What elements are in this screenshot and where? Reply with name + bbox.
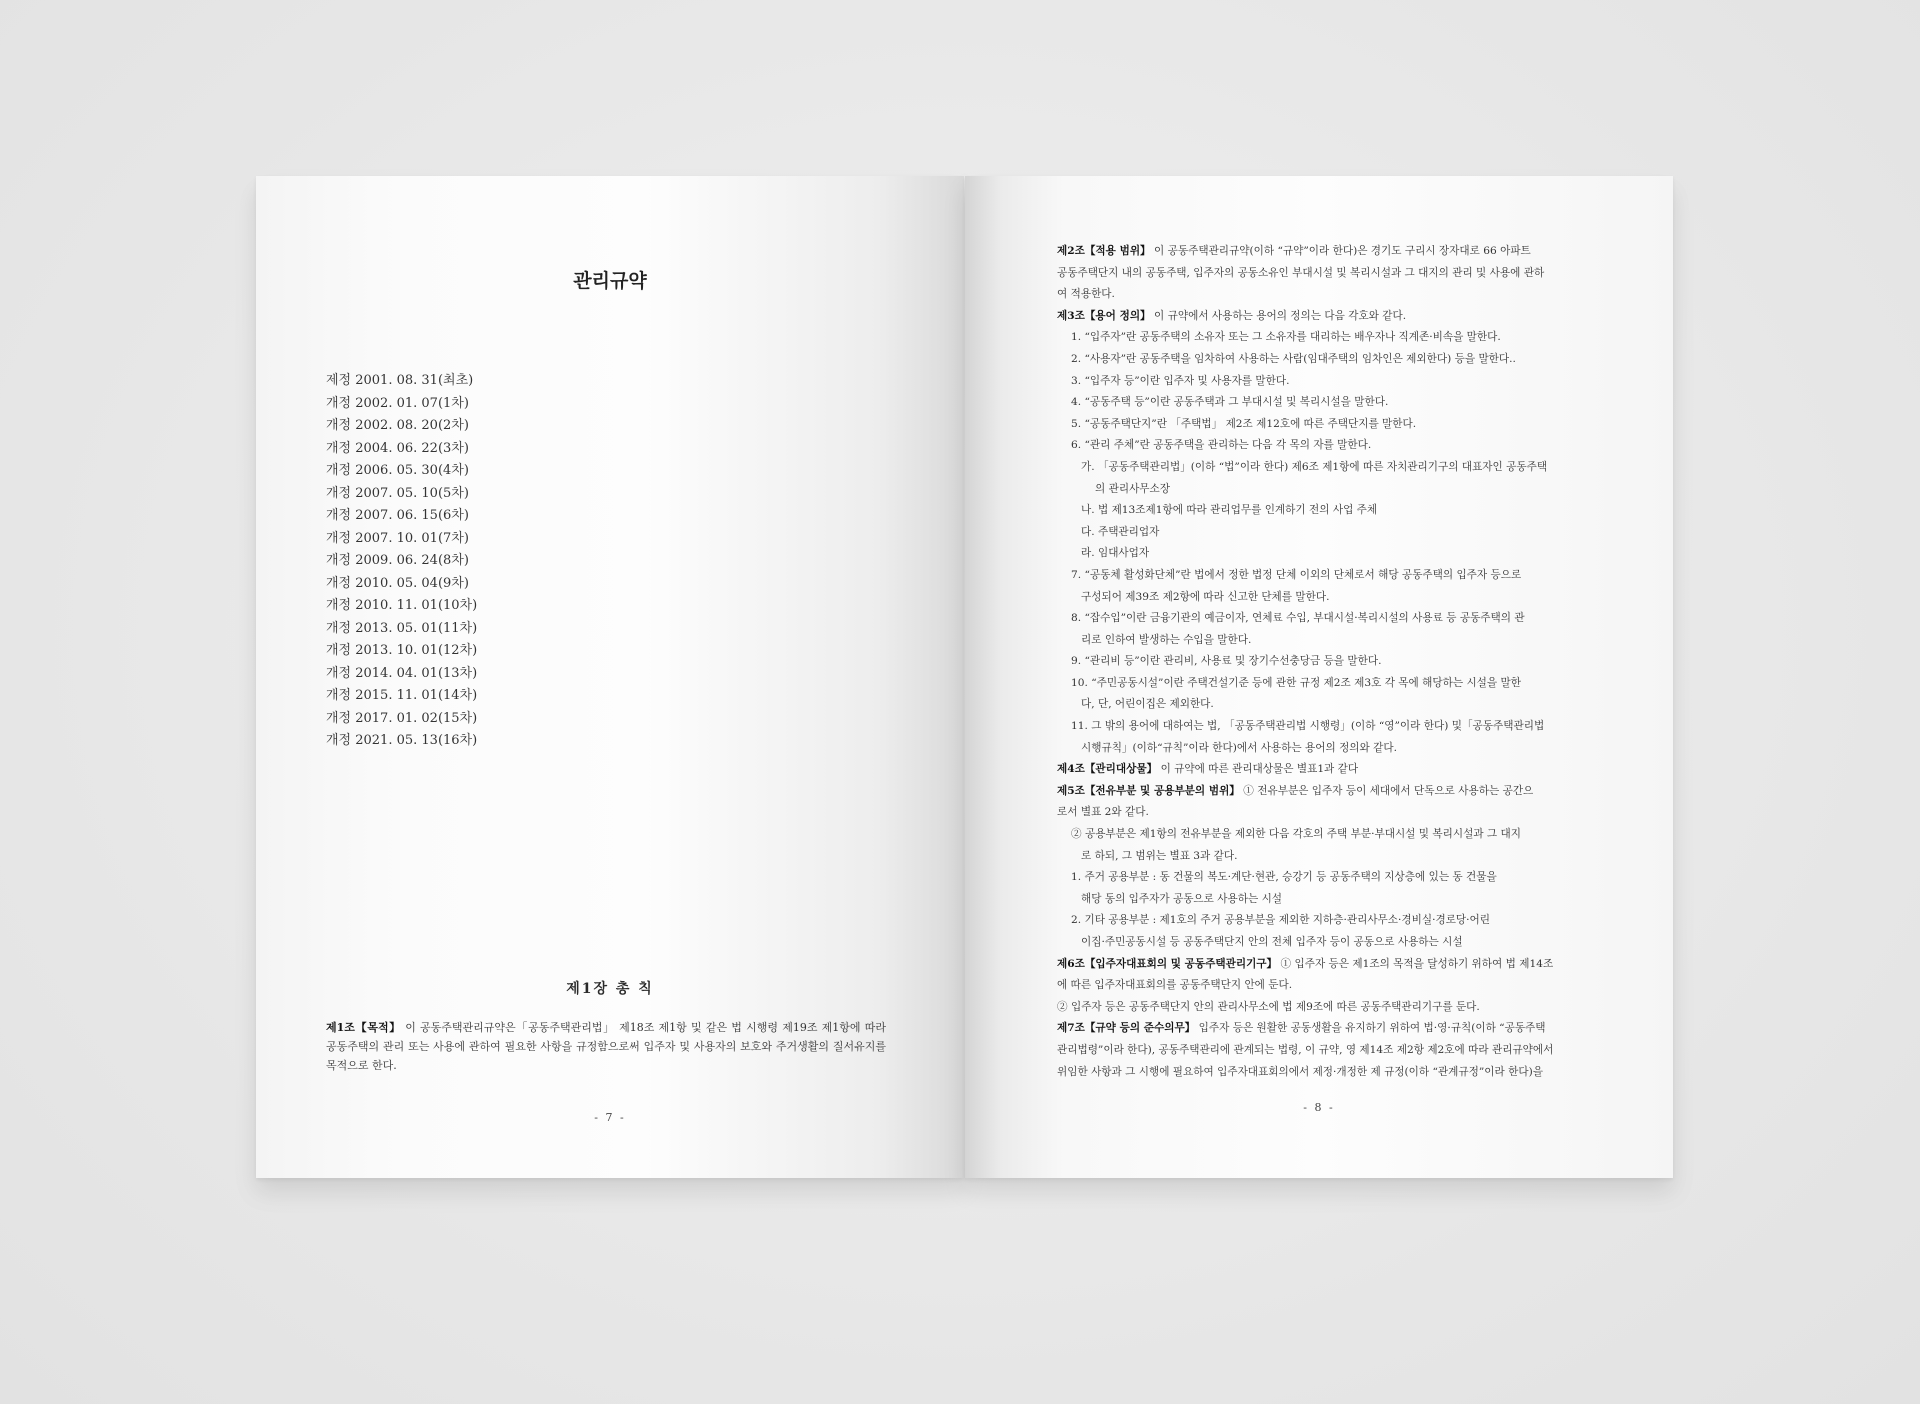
- revision-entry: 개정 2002. 01. 07(1차): [326, 395, 469, 411]
- revision-entry: 개정 2007. 05. 10(5차): [326, 485, 469, 501]
- revision-entry: 개정 2006. 05. 30(4차): [326, 463, 469, 478]
- line-text: 10. “주민공동시설”이란 주택건설기준 등에 관한 규정 제2조 제3호 각 목에 해당하는 시설을 말한: [1071, 676, 1521, 689]
- line-text: 1. 주거 공용부분 : 동 건물의 복도·계단·현관, 승강기 등 공동주택의 지상층에 있는 동 건물을: [1071, 871, 1497, 884]
- line-text: ② 입주자 등은 공동주택단지 안의 관리사무소에 법 제9조에 따른 공동주택관리기구를 둔다.: [1057, 1000, 1480, 1013]
- text-line: [1057, 284, 1605, 306]
- text-line: [1057, 651, 1605, 673]
- text-line: [1057, 241, 1605, 263]
- line-text: 2. 기타 공용부분 : 제1호의 주거 공용부분을 제외한 지하층·관리사무소·경비실·경로당·어린: [1071, 914, 1490, 927]
- text-line: [1057, 759, 1605, 781]
- text-line: [1057, 349, 1605, 371]
- line-text: 로서 별표 2와 같다.: [1057, 806, 1149, 819]
- text-line: [1057, 889, 1605, 911]
- text-line: [1057, 932, 1605, 954]
- text-line: [1057, 414, 1605, 436]
- revision-entry: 개정 2013. 05. 01(11차): [326, 620, 478, 636]
- line-text: 8. “잡수입”이란 금융기관의 예금이자, 연체료 수입, 부대시설·복리시설의 사용료 등 공동주택의 관: [1071, 612, 1525, 625]
- line-text: ① 입주자 등은 제1조의 목적을 달성하기 위하여 법 제14조: [1280, 957, 1554, 970]
- text-line: [1057, 694, 1605, 716]
- line-text: 7. “공동체 활성화단체”란 법에서 정한 법정 단체 이외의 단체로서 해당 공동주택의 입주자 등으로: [1071, 568, 1522, 581]
- text-line: [1057, 802, 1605, 824]
- revision-entry: 개정 2021. 05. 13(16차): [326, 733, 478, 748]
- line-text: 5. “공동주택단지”란 「주택법」 제2조 제12호에 따른 주택단지를 말한다.: [1071, 417, 1417, 430]
- article-heading: 제3조【용어 정의】: [1057, 309, 1151, 322]
- line-text: 에 따른 입주자대표회의를 공동주택단지 안에 둔다.: [1057, 979, 1293, 992]
- line-text: 의 관리사무소장: [1095, 482, 1171, 495]
- line-text: 이집·주민공동시설 등 공동주택단지 안의 전체 입주자 등이 공동으로 사용하는 시설: [1081, 936, 1463, 948]
- text-line: [1057, 543, 1605, 565]
- left-page: [256, 176, 964, 1178]
- revision-entry: 개정 2007. 06. 15(6차): [326, 508, 469, 523]
- text-line: [1057, 975, 1605, 997]
- text-line: [1057, 997, 1605, 1019]
- text-line: [1057, 500, 1605, 522]
- revision-entry: 개정 2014. 04. 01(13차): [326, 665, 478, 681]
- text-line: [1057, 327, 1605, 349]
- line-text: 이 공동주택관리규약(이하 “규약”이라 한다)은 경기도 구리시 장자대로 66 아파트: [1154, 245, 1531, 257]
- text-line: [1057, 608, 1605, 630]
- revision-entry: 개정 2009. 06. 24(8차): [326, 553, 469, 568]
- text-line: [1057, 435, 1605, 457]
- line-text: 이 규약에 따른 관리대상물은 별표1과 같다: [1160, 763, 1359, 776]
- line-text: 리로 인하여 발생하는 수입을 말한다.: [1081, 633, 1252, 646]
- article-1-body: 이 공동주택관리규약은「공동주택관리법」 제18조 제1항 및 같은 법 시행령 제19조 제1항에 따라 공동주택의 관리 또는 사용에 관하여 필요한 사항을 규정함으로써 입주자 및 사용자의 보호와 주거생활의 질서유지를 목적으로 한다.: [326, 1021, 886, 1072]
- text-line: [1057, 565, 1605, 587]
- text-line: [1057, 457, 1605, 479]
- line-text: 위임한 사항과 그 시행에 필요하여 입주자대표회의에서 제정·개정한 제 규정(이하 “관계규정”이라 한다)을: [1057, 1065, 1543, 1078]
- revision-history: [326, 370, 477, 753]
- line-text: 이 규약에서 사용하는 용어의 정의는 다음 각호와 같다.: [1154, 309, 1407, 322]
- line-text: 다. 주택관리업자: [1081, 525, 1160, 538]
- line-text: 나. 법 제13조제1항에 따라 관리업무를 인계하기 전의 사업 주체: [1081, 504, 1378, 517]
- line-text: 시행규칙」(이하“규칙”이라 한다)에서 사용하는 용어의 정의와 같다.: [1081, 741, 1397, 754]
- article-heading: 제6조【입주자대표회의 및 공동주택관리기구】: [1057, 957, 1278, 970]
- revision-entry: 개정 2007. 10. 01(7차): [326, 530, 469, 546]
- text-line: [1057, 1062, 1605, 1084]
- text-line: [1057, 630, 1605, 652]
- text-line: [1057, 392, 1605, 414]
- text-line: [1057, 479, 1605, 501]
- line-text: 6. “관리 주체”란 공동주택을 관리하는 다음 각 목의 자를 말한다.: [1071, 439, 1372, 452]
- line-text: 4. “공동주택 등”이란 공동주택과 그 부대시설 및 복리시설을 말한다.: [1071, 396, 1389, 409]
- line-text: 가. 「공동주택관리법」(이하 “법”이라 한다) 제6조 제1항에 따른 자치관리기구의 대표자인 공동주택: [1081, 460, 1548, 473]
- revision-entry: 개정 2010. 11. 01(10차): [326, 598, 478, 613]
- text-line: [1057, 846, 1605, 868]
- text-line: [1057, 306, 1605, 328]
- line-text: 공동주택단지 내의 공동주택, 입주자의 공동소유인 부대시설 및 복리시설과 그 대지의 관리 및 사용에 관하: [1057, 266, 1545, 279]
- line-text: 2. “사용자”란 공동주택을 임차하여 사용하는 사람(임대주택의 임차인은 제외한다) 등을 말한다..: [1071, 352, 1516, 365]
- revision-entry: 개정 2013. 10. 01(12차): [326, 643, 478, 658]
- article-heading: 제4조【관리대상물】: [1057, 763, 1158, 776]
- revision-entry: 개정 2010. 05. 04(9차): [326, 575, 469, 591]
- right-page: [965, 176, 1673, 1178]
- revision-entry: 개정 2015. 11. 01(14차): [326, 688, 478, 703]
- line-text: 관리법령”이라 한다), 공동주택관리에 관계되는 법령, 이 규약, 영 제14조 제2항 제2호에 따라 관리규약에서: [1057, 1043, 1554, 1056]
- article-heading: 제7조【규약 등의 준수의무】: [1057, 1022, 1196, 1035]
- line-text: 다, 단, 어린이집은 제외한다.: [1081, 698, 1214, 711]
- text-line: [1057, 781, 1605, 803]
- revision-entry: 제정 2001. 08. 31(최초): [326, 373, 474, 388]
- article-1-heading: 제1조【목적】: [326, 1021, 401, 1034]
- right-page-body: [1057, 241, 1605, 1083]
- text-line: [1057, 738, 1605, 760]
- text-line: [1057, 910, 1605, 932]
- line-text: 입주자 등은 원활한 공동생활을 유지하기 위하여 법·영·규칙(이하 “공동주택: [1198, 1022, 1546, 1035]
- article-heading: 제5조【전유부분 및 공용부분의 범위】: [1057, 784, 1240, 797]
- revision-entry: 개정 2002. 08. 20(2차): [326, 418, 469, 433]
- text-line: [1057, 263, 1605, 285]
- line-text: 3. “입주자 등”이란 입주자 및 사용자를 말한다.: [1071, 374, 1290, 387]
- line-text: 로 하되, 그 범위는 별표 3과 같다.: [1081, 849, 1238, 862]
- line-text: 해당 동의 입주자가 공동으로 사용하는 시설: [1081, 892, 1283, 905]
- text-line: [1057, 587, 1605, 609]
- page-number-right: - 8 -: [1303, 1101, 1335, 1114]
- line-text: 9. “관리비 등”이란 관리비, 사용료 및 장기수선충당금 등을 말한다.: [1071, 655, 1382, 668]
- line-text: 라. 임대사업자: [1081, 547, 1150, 560]
- line-text: 1. “입주자”란 공동주택의 소유자 또는 그 소유자를 대리하는 배우자나 직계존·비속을 말한다.: [1071, 331, 1501, 344]
- text-line: [1057, 954, 1605, 976]
- revision-entry: 개정 2004. 06. 22(3차): [326, 440, 469, 456]
- text-line: [1057, 1040, 1605, 1062]
- text-line: [1057, 716, 1605, 738]
- page-title: 관리규약: [573, 270, 647, 292]
- text-line: [1057, 371, 1605, 393]
- chapter-heading: 제1장 총 칙: [566, 981, 654, 997]
- line-text: 여 적용한다.: [1057, 288, 1115, 301]
- text-line: [1057, 1018, 1605, 1040]
- article-heading: 제2조【적용 범위】: [1057, 245, 1151, 257]
- page-number-left: - 7 -: [594, 1111, 626, 1124]
- text-line: [1057, 867, 1605, 889]
- line-text: 11. 그 밖의 용어에 대하여는 법, 「공동주택관리법 시행령」(이하 “영”이라 한다) 및「공동주택관리법: [1071, 720, 1545, 733]
- revision-entry: 개정 2017. 01. 02(15차): [326, 710, 478, 726]
- text-line: [1057, 522, 1605, 544]
- text-line: [1057, 824, 1605, 846]
- line-text: 구성되어 제39조 제2항에 따라 신고한 단체를 말한다.: [1081, 590, 1330, 603]
- open-booklet: [256, 176, 1673, 1178]
- text-line: [1057, 673, 1605, 695]
- line-text: ② 공용부분은 제1항의 전유부분을 제외한 다음 각호의 주택 부분·부대시설 및 복리시설과 그 대지: [1071, 828, 1521, 841]
- line-text: ① 전유부분은 입주자 등이 세대에서 단독으로 사용하는 공간으: [1243, 784, 1534, 797]
- article-1-paragraph: [326, 1018, 886, 1075]
